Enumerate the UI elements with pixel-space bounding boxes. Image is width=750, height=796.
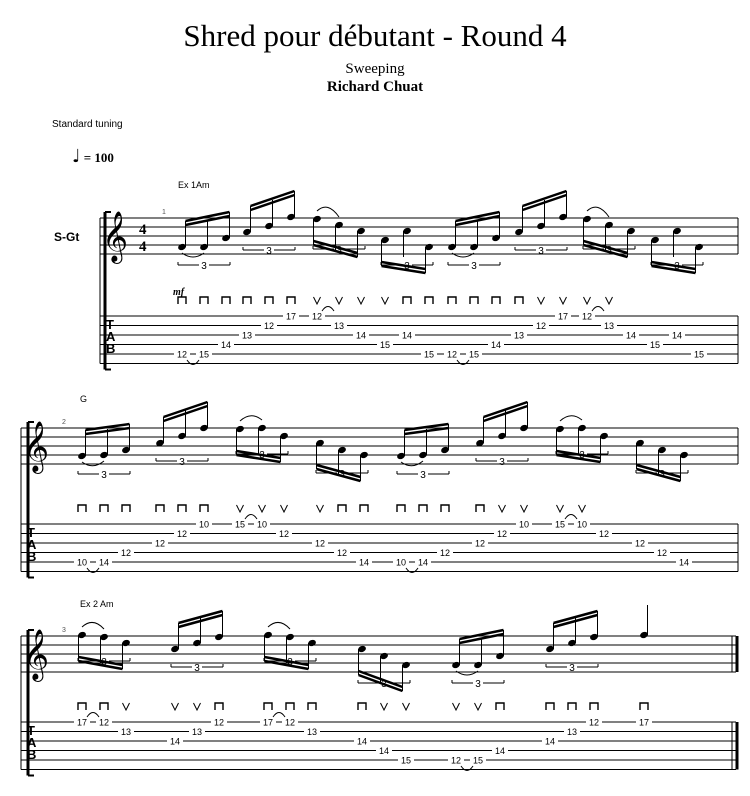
- fret-number: 14: [417, 557, 429, 568]
- downstroke-icon: [264, 703, 272, 710]
- upstroke-icon: [584, 297, 591, 304]
- fret-number: 12: [450, 755, 462, 766]
- downstroke-icon: [100, 703, 108, 710]
- downstroke-icon: [286, 703, 294, 710]
- dynamic-marking: mf: [173, 287, 185, 298]
- time-signature-top: 4: [139, 222, 147, 238]
- fret-number: 12: [336, 548, 348, 558]
- fret-number: 10: [198, 519, 210, 530]
- tuplet-number: 3: [471, 261, 477, 272]
- fret-number: 12: [98, 717, 110, 728]
- downstroke-icon: [360, 505, 368, 512]
- downstroke-icon: [100, 505, 108, 512]
- fret-number: 13: [306, 727, 318, 737]
- upstroke-icon: [237, 505, 244, 512]
- downstroke-icon: [200, 505, 208, 512]
- section-label: Ex 1Am: [178, 180, 210, 190]
- track-name: S-Gt: [54, 230, 80, 244]
- fret-number: 12: [598, 529, 610, 539]
- downstroke-icon: [156, 505, 164, 512]
- tuplet-number: 3: [101, 657, 107, 668]
- fret-number: 12: [656, 548, 668, 558]
- fret-number: 15: [423, 349, 435, 360]
- fret-number: 12: [284, 717, 296, 728]
- tab-clef-letter: A: [27, 537, 37, 552]
- upstroke-icon: [281, 505, 288, 512]
- slur: [317, 207, 339, 217]
- fret-number: 14: [220, 340, 232, 350]
- fret-number: 12: [439, 548, 451, 558]
- fret-number: 14: [678, 557, 690, 568]
- upstroke-icon: [606, 297, 613, 304]
- upstroke-icon: [499, 505, 506, 512]
- fret-number: 13: [191, 727, 203, 737]
- fret-number: 17: [76, 717, 88, 728]
- fret-number: 12: [278, 529, 290, 539]
- downstroke-icon: [470, 297, 478, 304]
- slur: [560, 416, 582, 421]
- tab-clef-letter: A: [27, 735, 37, 750]
- tab-clef-letter: B: [106, 341, 116, 356]
- fret-number: 12: [213, 717, 225, 728]
- downstroke-icon: [287, 297, 295, 304]
- quarter-note-icon: ♩: [72, 146, 81, 167]
- downstroke-icon: [640, 703, 648, 710]
- downstroke-icon: [441, 505, 449, 512]
- fret-number: 10: [395, 557, 407, 568]
- downstroke-icon: [492, 297, 500, 304]
- fret-number: 12: [446, 349, 458, 360]
- tuplet-number: 3: [674, 261, 680, 272]
- tempo-value: = 100: [83, 150, 114, 165]
- upstroke-icon: [538, 297, 545, 304]
- fret-number: 17: [557, 311, 569, 322]
- measure-number: 3: [62, 627, 66, 634]
- tuplet-number: 3: [266, 246, 272, 257]
- upstroke-icon: [560, 297, 567, 304]
- slur: [587, 207, 609, 217]
- upstroke-icon: [172, 703, 179, 710]
- upstroke-icon: [314, 297, 321, 304]
- fret-number: 12: [496, 529, 508, 539]
- fret-number: 15: [554, 519, 566, 530]
- upstroke-icon: [475, 703, 482, 710]
- fret-number: 14: [625, 330, 637, 341]
- downstroke-icon: [222, 297, 230, 304]
- fret-number: 13: [333, 321, 345, 331]
- fret-number: 15: [693, 349, 705, 360]
- fret-number: 14: [401, 330, 413, 341]
- tuplet-number: 3: [201, 261, 207, 272]
- fret-number: 12: [120, 548, 132, 558]
- fret-number: 15: [379, 340, 391, 350]
- fret-number: 15: [198, 349, 210, 360]
- fret-number: 15: [468, 349, 480, 360]
- fret-number: 12: [311, 311, 323, 322]
- fret-number: 13: [603, 321, 615, 331]
- slur: [82, 461, 104, 466]
- fret-number: 12: [176, 529, 188, 539]
- tuplet-number: 3: [179, 457, 185, 468]
- fret-number: 14: [490, 340, 502, 350]
- fret-number: 17: [638, 717, 650, 728]
- score-subtitle: Sweeping: [345, 61, 405, 77]
- tab-clef-letter: A: [106, 329, 116, 344]
- fret-number: 12: [588, 717, 600, 728]
- upstroke-icon: [317, 505, 324, 512]
- upstroke-icon: [336, 297, 343, 304]
- tab-clef-letter: B: [27, 549, 37, 564]
- fret-number: 13: [241, 330, 253, 341]
- downstroke-icon: [496, 703, 504, 710]
- upstroke-icon: [403, 703, 410, 710]
- tuplet-number: 3: [259, 450, 265, 461]
- tab-clef-letter: T: [106, 317, 114, 332]
- fret-number: 12: [581, 311, 593, 322]
- tuning-label: Standard tuning: [52, 119, 123, 130]
- fret-number: 15: [472, 755, 484, 766]
- fret-number: 14: [671, 330, 683, 341]
- downstroke-icon: [200, 297, 208, 304]
- fret-number: 17: [285, 311, 297, 322]
- fret-number: 14: [169, 736, 181, 747]
- tab-slur: [592, 307, 604, 312]
- tab-clef-letter: B: [27, 747, 37, 762]
- slur: [401, 461, 423, 466]
- score-author: Richard Chuat: [326, 79, 424, 95]
- fret-number: 10: [256, 519, 268, 530]
- downstroke-icon: [568, 703, 576, 710]
- slur: [240, 416, 262, 421]
- tab-slur: [565, 515, 577, 520]
- downstroke-icon: [448, 297, 456, 304]
- fret-number: 15: [649, 340, 661, 350]
- upstroke-icon: [557, 505, 564, 512]
- downstroke-icon: [78, 703, 86, 710]
- downstroke-icon: [546, 703, 554, 710]
- downstroke-icon: [590, 703, 598, 710]
- upstroke-icon: [381, 703, 388, 710]
- section-label: Ex 2 Am: [80, 599, 114, 609]
- score-title: Shred pour débutant - Round 4: [183, 18, 567, 53]
- fret-number: 12: [154, 538, 166, 549]
- fret-number: 15: [234, 519, 246, 530]
- downstroke-icon: [476, 505, 484, 512]
- upstroke-icon: [453, 703, 460, 710]
- tuplet-number: 3: [659, 469, 665, 480]
- tuplet-number: 3: [579, 450, 585, 461]
- downstroke-icon: [265, 297, 273, 304]
- upstroke-icon: [194, 703, 201, 710]
- fret-number: 14: [358, 557, 370, 568]
- downstroke-icon: [425, 297, 433, 304]
- tuplet-number: 3: [339, 469, 345, 480]
- treble-clef-icon: 𝄞: [23, 421, 50, 472]
- fret-number: 15: [400, 755, 412, 766]
- tuplet-number: 3: [404, 261, 410, 272]
- downstroke-icon: [515, 297, 523, 304]
- tuplet-number: 3: [381, 679, 387, 690]
- fret-number: 12: [263, 321, 275, 331]
- fret-number: 10: [518, 519, 530, 530]
- fret-number: 12: [634, 538, 646, 549]
- fret-number: 10: [76, 557, 88, 568]
- upstroke-icon: [259, 505, 266, 512]
- tab-slur: [245, 515, 257, 520]
- downstroke-icon: [419, 505, 427, 512]
- tuplet-number: 3: [336, 245, 342, 256]
- upstroke-icon: [358, 297, 365, 304]
- fret-number: 13: [513, 330, 525, 341]
- tuplet-number: 3: [569, 663, 575, 674]
- tuplet-number: 3: [287, 657, 293, 668]
- fret-number: 12: [176, 349, 188, 360]
- fret-number: 10: [576, 519, 588, 530]
- tuplet-number: 3: [101, 470, 107, 481]
- upstroke-icon: [579, 505, 586, 512]
- measure-number: 2: [62, 419, 66, 426]
- tuplet-number: 3: [475, 679, 481, 690]
- downstroke-icon: [403, 297, 411, 304]
- tuplet-number: 3: [499, 457, 505, 468]
- upstroke-icon: [382, 297, 389, 304]
- downstroke-icon: [338, 505, 346, 512]
- tab-slur: [322, 307, 334, 312]
- tab-slur: [273, 713, 285, 718]
- measure-number: 1: [162, 209, 166, 216]
- upstroke-icon: [123, 703, 130, 710]
- time-signature-bottom: 4: [139, 239, 147, 255]
- fret-number: 14: [544, 736, 556, 747]
- downstroke-icon: [178, 505, 186, 512]
- tuplet-number: 3: [194, 663, 200, 674]
- downstroke-icon: [358, 703, 366, 710]
- fret-number: 14: [98, 557, 110, 568]
- fret-number: 14: [494, 746, 506, 756]
- slur: [82, 622, 104, 629]
- treble-clef-icon: 𝄞: [23, 629, 50, 680]
- downstroke-icon: [215, 703, 223, 710]
- downstroke-icon: [243, 297, 251, 304]
- fret-number: 12: [535, 321, 547, 331]
- fret-number: 14: [378, 746, 390, 756]
- fret-number: 12: [474, 538, 486, 549]
- tuplet-number: 3: [538, 246, 544, 257]
- fret-number: 17: [262, 717, 274, 728]
- fret-number: 13: [120, 727, 132, 737]
- tab-clef-letter: T: [27, 723, 35, 738]
- downstroke-icon: [178, 297, 186, 304]
- tuplet-number: 3: [420, 470, 426, 481]
- upstroke-icon: [521, 505, 528, 512]
- fret-number: 14: [356, 736, 368, 747]
- tab-clef-letter: T: [27, 525, 35, 540]
- downstroke-icon: [397, 505, 405, 512]
- treble-clef-icon: 𝄞: [102, 211, 129, 262]
- fret-number: 12: [314, 538, 326, 549]
- downstroke-icon: [78, 505, 86, 512]
- tab-slur: [87, 713, 99, 718]
- section-label: G: [80, 394, 88, 404]
- tuplet-number: 3: [606, 245, 612, 256]
- downstroke-icon: [122, 505, 130, 512]
- downstroke-icon: [308, 703, 316, 710]
- fret-number: 14: [355, 330, 367, 341]
- fret-number: 13: [566, 727, 578, 737]
- slur: [268, 622, 290, 629]
